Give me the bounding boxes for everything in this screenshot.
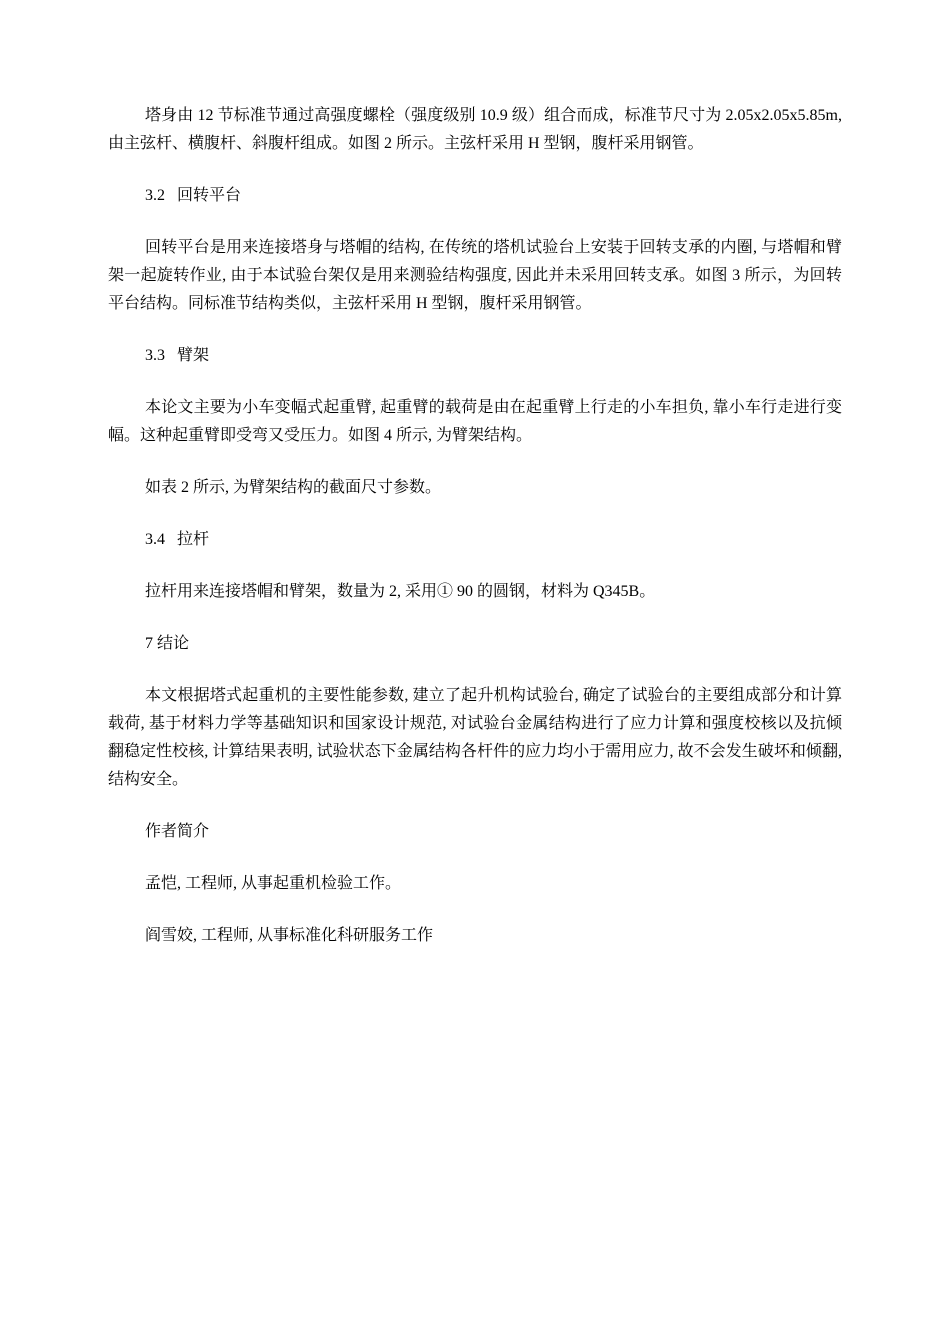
section-number: 3.2 xyxy=(145,187,165,204)
section-heading-3-3 xyxy=(145,342,842,370)
section-heading-conclusion: 7 结论 xyxy=(145,635,190,652)
section-heading-3-2 xyxy=(145,182,842,210)
section-heading-3-4 xyxy=(145,526,842,554)
paragraph-jib: 本论文主要为小车变幅式起重臂, 起重臂的载荷是由在起重臂上行走的小车担负, 靠小车行走进行变幅。这种起重臂即受弯又受压力。如图 4 所示, 为臂架结构。 xyxy=(108,399,842,444)
paragraph-conclusion: 本文根据塔式起重机的主要性能参数, 建立了起升机构试验台, 确定了试验台的主要组成部分和计算载荷, 基于材料力学等基础知识和国家设计规范, 对试验台金属结构进行了应力计算和强度校核以及抗倾翻稳定性校核, 计算结果表明, 试验状态下金属结构各杆件的应力均小于需用应力, 故不会发生破坏和倾翻, 结构安全。 xyxy=(108,687,842,788)
paragraph-table-2: 如表 2 所示, 为臂架结构的截面尺寸参数。 xyxy=(145,479,442,496)
section-title: 臂架 xyxy=(177,347,210,364)
section-number: 3.4 xyxy=(145,531,165,548)
document-page xyxy=(108,102,842,974)
paragraph-slewing-platform: 回转平台是用来连接塔身与塔帽的结构, 在传统的塔机试验台上安装于回转支承的内圈, 与塔帽和臂架一起旋转作业, 由于本试验台架仅是用来测验结构强度, 因此并未采用回转支承。如图 3 所示，为回转平台结构。同标准节结构类似，主弦杆采用 H 型钢，腹杆采用钢管。 xyxy=(108,239,842,312)
author-entry: 阎雪姣, 工程师, 从事标准化科研服务工作 xyxy=(145,927,434,944)
paragraph-tie-rod: 拉杆用来连接塔帽和臂架，数量为 2, 采用① 90 的圆钢，材料为 Q345B。 xyxy=(145,583,656,600)
paragraph-tower-body: 塔身由 12 节标准节通过高强度螺栓（强度级别 10.9 级）组合而成，标准节尺寸为 2.05x2.05x5.85m, 由主弦杆、横腹杆、斜腹杆组成。如图 2 所示。主弦杆采用 H 型钢，腹杆采用钢管。 xyxy=(108,107,842,152)
section-title: 拉杆 xyxy=(177,531,210,548)
section-title: 回转平台 xyxy=(177,187,242,204)
section-number: 3.3 xyxy=(145,347,165,364)
author-entry: 孟恺, 工程师, 从事起重机检验工作。 xyxy=(145,875,402,892)
author-intro-heading: 作者简介 xyxy=(145,823,210,840)
